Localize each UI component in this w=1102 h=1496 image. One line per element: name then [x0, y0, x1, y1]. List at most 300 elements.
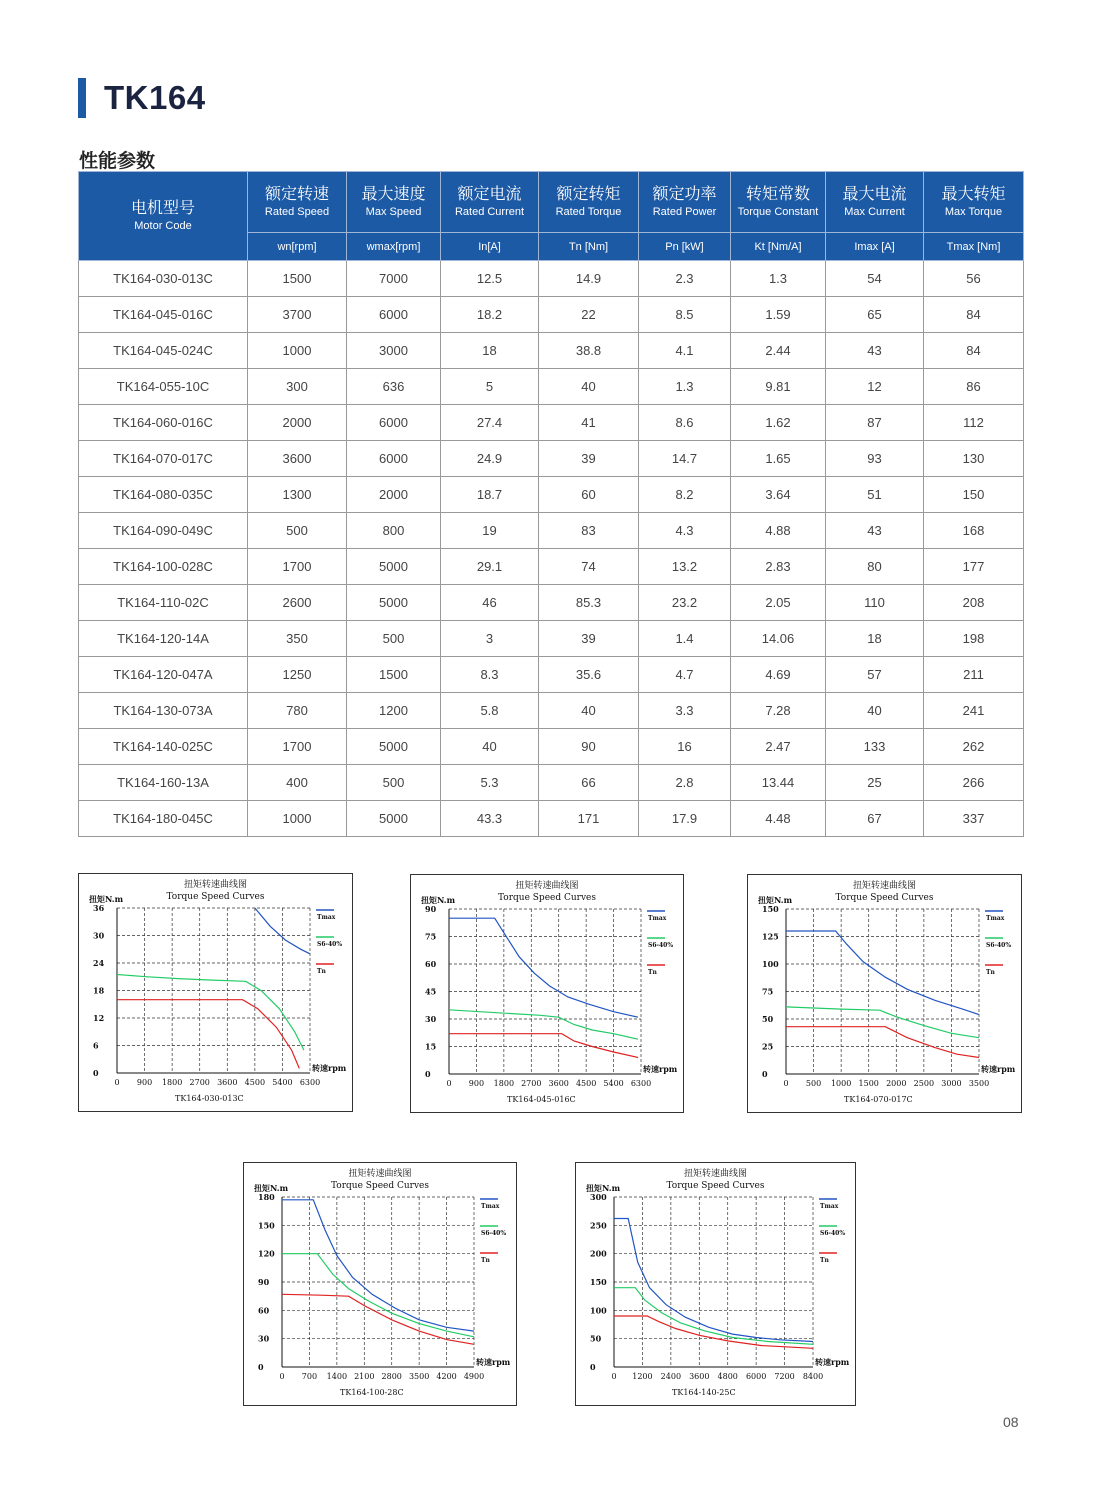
y-tick-label: 45: [425, 986, 437, 997]
y-tick-label: 120: [258, 1248, 275, 1259]
table-row: [79, 513, 1024, 549]
header-rated-torque: 额定转矩 Rated Torque: [539, 172, 639, 233]
motor-code-cell: TK164-055-10C: [79, 369, 248, 405]
x-tick-label: 1200: [632, 1372, 653, 1381]
x-tick-label: 3500: [408, 1372, 430, 1381]
legend-label: Tmax: [317, 914, 336, 921]
x-tick-label: 2800: [381, 1372, 402, 1381]
value-cell: 4.69: [731, 657, 826, 693]
value-cell: 40: [826, 693, 924, 729]
x-tick-label: 900: [468, 1079, 485, 1088]
y-tick-label: 60: [258, 1305, 270, 1316]
chart-caption: TK164-070-017C: [844, 1095, 913, 1104]
value-cell: 5000: [347, 801, 441, 837]
table-row: [79, 549, 1024, 585]
value-cell: 1300: [248, 477, 347, 513]
value-cell: 14.06: [731, 621, 826, 657]
unit-max-torque: Tmax [Nm]: [924, 233, 1024, 261]
header-rated-power: 额定功率 Rated Power: [639, 172, 731, 233]
series-line-s6-40-: [449, 1010, 638, 1039]
series-line-tn: [282, 1294, 474, 1344]
series-line-tmax: [282, 1200, 474, 1331]
value-cell: 39: [539, 621, 639, 657]
value-cell: 25: [826, 765, 924, 801]
chart-caption: TK164-100-28C: [340, 1388, 404, 1397]
value-cell: 7000: [347, 261, 441, 297]
value-cell: 2.44: [731, 333, 826, 369]
x-tick-label: 3500: [968, 1079, 990, 1088]
y-tick-label: 0: [590, 1362, 596, 1372]
y-tick-label: 300: [590, 1192, 607, 1202]
value-cell: 337: [924, 801, 1024, 837]
x-tick-label: 5400: [603, 1079, 624, 1088]
legend-label: Tn: [820, 1257, 829, 1264]
value-cell: 38.8: [539, 333, 639, 369]
value-cell: 300: [248, 369, 347, 405]
x-tick-label: 1000: [830, 1079, 852, 1088]
series-line-s6-40-: [117, 975, 304, 1051]
legend-label: Tmax: [648, 915, 667, 922]
x-tick-label: 1800: [493, 1079, 515, 1088]
chart-svg: [244, 1163, 516, 1405]
motor-code-cell: TK164-100-028C: [79, 549, 248, 585]
value-cell: 18: [441, 333, 539, 369]
y-tick-label: 36: [93, 903, 105, 913]
x-tick-label: 2700: [189, 1078, 210, 1087]
motor-code-cell: TK164-045-016C: [79, 297, 248, 333]
y-tick-label: 50: [590, 1333, 602, 1344]
x-tick-label: 0: [446, 1079, 452, 1088]
motor-code-cell: TK164-030-013C: [79, 261, 248, 297]
x-tick-label: 7200: [774, 1372, 795, 1381]
value-cell: 93: [826, 441, 924, 477]
y-tick-label: 6: [93, 1040, 99, 1051]
header-motor-code: 电机型号 Motor Code: [79, 172, 248, 261]
x-tick-label: 1400: [326, 1372, 348, 1381]
value-cell: 177: [924, 549, 1024, 585]
value-cell: 19: [441, 513, 539, 549]
motor-code-cell: TK164-080-035C: [79, 477, 248, 513]
x-tick-label: 5400: [272, 1078, 293, 1087]
y-tick-label: 25: [762, 1041, 774, 1052]
torque-speed-chart: [747, 874, 1022, 1113]
value-cell: 18.2: [441, 297, 539, 333]
motor-code-cell: TK164-180-045C: [79, 801, 248, 837]
value-cell: 27.4: [441, 405, 539, 441]
header-max-current: 最大电流 Max Current: [826, 172, 924, 233]
value-cell: 46: [441, 585, 539, 621]
value-cell: 18: [826, 621, 924, 657]
table-row: [79, 405, 1024, 441]
table-row: [79, 297, 1024, 333]
value-cell: 1500: [347, 657, 441, 693]
header-max-torque: 最大转矩 Max Torque: [924, 172, 1024, 233]
table-body: [79, 261, 1024, 837]
x-axis-label: 转速rpm: [815, 1357, 850, 1367]
x-tick-label: 3600: [548, 1079, 569, 1088]
value-cell: 1.65: [731, 441, 826, 477]
value-cell: 7.28: [731, 693, 826, 729]
value-cell: 54: [826, 261, 924, 297]
value-cell: 1.59: [731, 297, 826, 333]
value-cell: 84: [924, 297, 1024, 333]
x-tick-label: 6000: [745, 1372, 767, 1381]
y-tick-label: 30: [258, 1333, 270, 1344]
chart-title-zh: 扭矩转速曲线图: [515, 881, 579, 891]
chart-title-zh: 扭矩转速曲线图: [852, 881, 917, 891]
value-cell: 171: [539, 801, 639, 837]
value-cell: 110: [826, 585, 924, 621]
value-cell: 168: [924, 513, 1024, 549]
value-cell: 29.1: [441, 549, 539, 585]
value-cell: 40: [539, 369, 639, 405]
value-cell: 4.1: [639, 333, 731, 369]
x-tick-label: 2400: [660, 1372, 682, 1381]
value-cell: 1000: [248, 801, 347, 837]
value-cell: 5.3: [441, 765, 539, 801]
legend-label: Tn: [317, 968, 326, 975]
value-cell: 18.7: [441, 477, 539, 513]
value-cell: 60: [539, 477, 639, 513]
section-heading: 性能参数: [79, 151, 156, 172]
table-row: [79, 801, 1024, 837]
value-cell: 262: [924, 729, 1024, 765]
value-cell: 500: [347, 621, 441, 657]
chart-title: Torque Speed Curves: [166, 892, 265, 902]
value-cell: 6000: [347, 297, 441, 333]
value-cell: 86: [924, 369, 1024, 405]
motor-code-cell: TK164-130-073A: [79, 693, 248, 729]
value-cell: 16: [639, 729, 731, 765]
x-tick-label: 2100: [354, 1372, 375, 1381]
motor-code-cell: TK164-160-13A: [79, 765, 248, 801]
value-cell: 5.8: [441, 693, 539, 729]
legend-label: S6-40%: [317, 941, 343, 948]
chart-caption: TK164-140-25C: [672, 1388, 736, 1397]
x-axis-label: 转速rpm: [476, 1357, 511, 1367]
value-cell: 133: [826, 729, 924, 765]
value-cell: 14.9: [539, 261, 639, 297]
value-cell: 57: [826, 657, 924, 693]
chart-svg: [79, 874, 352, 1111]
value-cell: 1250: [248, 657, 347, 693]
x-axis-label: 转速rpm: [643, 1064, 678, 1074]
chart-title: Torque Speed Curves: [331, 1181, 429, 1191]
x-tick-label: 1800: [161, 1078, 183, 1087]
motor-code-cell: TK164-120-047A: [79, 657, 248, 693]
table-row: [79, 477, 1024, 513]
y-tick-label: 180: [258, 1192, 275, 1202]
value-cell: 74: [539, 549, 639, 585]
value-cell: 6000: [347, 441, 441, 477]
legend-label: Tn: [481, 1257, 490, 1264]
value-cell: 8.2: [639, 477, 731, 513]
value-cell: 66: [539, 765, 639, 801]
value-cell: 3: [441, 621, 539, 657]
table-row: [79, 369, 1024, 405]
x-tick-label: 6300: [630, 1079, 652, 1088]
value-cell: 43.3: [441, 801, 539, 837]
value-cell: 2000: [248, 405, 347, 441]
motor-code-cell: TK164-090-049C: [79, 513, 248, 549]
value-cell: 43: [826, 333, 924, 369]
value-cell: 51: [826, 477, 924, 513]
torque-speed-chart: [410, 874, 684, 1113]
value-cell: 800: [347, 513, 441, 549]
value-cell: 150: [924, 477, 1024, 513]
value-cell: 1500: [248, 261, 347, 297]
value-cell: 780: [248, 693, 347, 729]
value-cell: 40: [441, 729, 539, 765]
y-tick-label: 100: [590, 1305, 607, 1316]
y-tick-label: 75: [762, 986, 774, 997]
y-axis-label: 扭矩N.m: [586, 1183, 621, 1193]
unit-max-current: Imax [A]: [826, 233, 924, 261]
y-tick-label: 250: [590, 1220, 607, 1231]
value-cell: 1.3: [639, 369, 731, 405]
motor-code-cell: TK164-110-02C: [79, 585, 248, 621]
y-axis-label: 扭矩N.m: [89, 894, 124, 904]
x-tick-label: 4800: [717, 1372, 738, 1381]
value-cell: 636: [347, 369, 441, 405]
table-row: [79, 657, 1024, 693]
legend-label: Tmax: [481, 1203, 500, 1210]
x-tick-label: 0: [783, 1079, 789, 1088]
value-cell: 84: [924, 333, 1024, 369]
torque-speed-chart: [575, 1162, 856, 1406]
motor-code-cell: TK164-060-016C: [79, 405, 248, 441]
chart-title: Torque Speed Curves: [498, 893, 596, 903]
value-cell: 3700: [248, 297, 347, 333]
value-cell: 1.62: [731, 405, 826, 441]
x-tick-label: 2000: [886, 1079, 907, 1088]
value-cell: 83: [539, 513, 639, 549]
value-cell: 17.9: [639, 801, 731, 837]
value-cell: 80: [826, 549, 924, 585]
motor-code-cell: TK164-140-025C: [79, 729, 248, 765]
motor-code-cell: TK164-070-017C: [79, 441, 248, 477]
value-cell: 9.81: [731, 369, 826, 405]
table-row: [79, 261, 1024, 297]
table-row: [79, 333, 1024, 369]
y-tick-label: 24: [93, 958, 105, 968]
value-cell: 12.5: [441, 261, 539, 297]
value-cell: 1700: [248, 549, 347, 585]
x-tick-label: 2700: [521, 1079, 542, 1088]
value-cell: 1200: [347, 693, 441, 729]
value-cell: 500: [347, 765, 441, 801]
y-tick-label: 12: [93, 1013, 105, 1023]
value-cell: 1.3: [731, 261, 826, 297]
x-axis-label: 转速rpm: [312, 1063, 347, 1073]
x-tick-label: 4900: [463, 1372, 485, 1381]
value-cell: 5000: [347, 729, 441, 765]
value-cell: 211: [924, 657, 1024, 693]
value-cell: 13.44: [731, 765, 826, 801]
legend-label: Tn: [648, 969, 657, 976]
unit-torque-constant: Kt [Nm/A]: [731, 233, 826, 261]
legend-label: S6-40%: [820, 1230, 846, 1237]
value-cell: 8.5: [639, 297, 731, 333]
x-tick-label: 4500: [244, 1078, 266, 1087]
value-cell: 2.83: [731, 549, 826, 585]
value-cell: 43: [826, 513, 924, 549]
x-tick-label: 1500: [858, 1079, 879, 1088]
chart-title-zh: 扭矩转速曲线图: [683, 1169, 748, 1179]
header-rated-speed: 额定转速 Rated Speed: [248, 172, 347, 233]
page-title: TK164: [104, 79, 206, 116]
unit-rated-torque: Tn [Nm]: [539, 233, 639, 261]
value-cell: 41: [539, 405, 639, 441]
series-line-tn: [614, 1316, 813, 1348]
value-cell: 3.64: [731, 477, 826, 513]
y-tick-label: 50: [762, 1014, 774, 1024]
spec-table: [78, 171, 1024, 837]
unit-rated-power: Pn [kW]: [639, 233, 731, 261]
title-accent-bar: [78, 78, 86, 118]
value-cell: 6000: [347, 405, 441, 441]
legend-label: Tn: [986, 969, 995, 976]
value-cell: 23.2: [639, 585, 731, 621]
value-cell: 85.3: [539, 585, 639, 621]
value-cell: 2.3: [639, 261, 731, 297]
chart-title: Torque Speed Curves: [666, 1181, 765, 1191]
x-tick-label: 900: [136, 1078, 153, 1087]
value-cell: 1700: [248, 729, 347, 765]
chart-title-zh: 扭矩转速曲线图: [183, 880, 248, 890]
y-tick-label: 30: [425, 1014, 437, 1024]
table-row: [79, 693, 1024, 729]
value-cell: 8.3: [441, 657, 539, 693]
series-line-tn: [449, 1034, 638, 1058]
motor-code-cell: TK164-045-024C: [79, 333, 248, 369]
value-cell: 67: [826, 801, 924, 837]
y-tick-label: 150: [590, 1277, 607, 1287]
y-tick-label: 75: [425, 931, 437, 942]
y-axis-label: 扭矩N.m: [758, 895, 793, 905]
value-cell: 266: [924, 765, 1024, 801]
series-line-tn: [786, 1027, 979, 1058]
header-torque-constant: 转矩常数 Torque Constant: [731, 172, 826, 233]
unit-max-speed: wmax[rpm]: [347, 233, 441, 261]
series-line-tmax: [449, 918, 638, 1017]
x-axis-label: 转速rpm: [981, 1064, 1016, 1074]
x-tick-label: 3600: [689, 1372, 710, 1381]
y-tick-label: 90: [258, 1277, 270, 1287]
value-cell: 2.47: [731, 729, 826, 765]
y-tick-label: 15: [425, 1041, 437, 1052]
value-cell: 400: [248, 765, 347, 801]
y-tick-label: 125: [762, 931, 779, 942]
value-cell: 2000: [347, 477, 441, 513]
table-row: [79, 765, 1024, 801]
series-line-tmax: [786, 931, 979, 1015]
unit-rated-current: In[A]: [441, 233, 539, 261]
x-tick-label: 0: [611, 1372, 617, 1381]
table-row: [79, 441, 1024, 477]
torque-speed-chart: [243, 1162, 517, 1406]
y-tick-label: 200: [590, 1248, 607, 1259]
value-cell: 5000: [347, 585, 441, 621]
value-cell: 3600: [248, 441, 347, 477]
value-cell: 87: [826, 405, 924, 441]
y-tick-label: 90: [425, 904, 437, 914]
x-tick-label: 500: [805, 1079, 822, 1088]
y-tick-label: 0: [762, 1069, 768, 1079]
series-line-tmax: [614, 1219, 813, 1342]
y-axis-label: 扭矩N.m: [254, 1183, 289, 1193]
chart-caption: TK164-030-013C: [175, 1094, 244, 1103]
legend-label: Tmax: [986, 915, 1005, 922]
value-cell: 65: [826, 297, 924, 333]
value-cell: 22: [539, 297, 639, 333]
value-cell: 2.05: [731, 585, 826, 621]
value-cell: 12: [826, 369, 924, 405]
x-tick-label: 3000: [941, 1079, 962, 1088]
y-tick-label: 150: [762, 904, 779, 914]
value-cell: 130: [924, 441, 1024, 477]
value-cell: 4.3: [639, 513, 731, 549]
value-cell: 13.2: [639, 549, 731, 585]
y-tick-label: 100: [762, 959, 779, 969]
legend-label: S6-40%: [481, 1230, 507, 1237]
value-cell: 40: [539, 693, 639, 729]
table-row: [79, 621, 1024, 657]
y-tick-label: 60: [425, 959, 437, 969]
value-cell: 14.7: [639, 441, 731, 477]
x-tick-label: 0: [279, 1372, 285, 1381]
y-axis-label: 扭矩N.m: [421, 895, 456, 905]
value-cell: 2600: [248, 585, 347, 621]
chart-svg: [748, 875, 1021, 1112]
x-tick-label: 700: [301, 1372, 318, 1381]
x-tick-label: 8400: [802, 1372, 824, 1381]
value-cell: 24.9: [441, 441, 539, 477]
value-cell: 3000: [347, 333, 441, 369]
y-tick-label: 0: [93, 1068, 99, 1078]
value-cell: 500: [248, 513, 347, 549]
chart-svg: [411, 875, 683, 1112]
torque-speed-chart: [78, 873, 353, 1112]
value-cell: 5: [441, 369, 539, 405]
chart-title: Torque Speed Curves: [835, 893, 934, 903]
table-row: [79, 729, 1024, 765]
y-tick-label: 30: [93, 930, 105, 941]
value-cell: 8.6: [639, 405, 731, 441]
value-cell: 4.7: [639, 657, 731, 693]
unit-rated-speed: wn[rpm]: [248, 233, 347, 261]
chart-caption: TK164-045-016C: [507, 1095, 576, 1104]
x-tick-label: 4500: [575, 1079, 597, 1088]
value-cell: 4.88: [731, 513, 826, 549]
header-max-speed: 最大速度 Max Speed: [347, 172, 441, 233]
value-cell: 350: [248, 621, 347, 657]
x-tick-label: 3600: [217, 1078, 238, 1087]
value-cell: 5000: [347, 549, 441, 585]
x-tick-label: 6300: [299, 1078, 321, 1087]
value-cell: 208: [924, 585, 1024, 621]
value-cell: 112: [924, 405, 1024, 441]
value-cell: 90: [539, 729, 639, 765]
value-cell: 1.4: [639, 621, 731, 657]
value-cell: 1000: [248, 333, 347, 369]
y-tick-label: 0: [425, 1069, 431, 1079]
chart-title-zh: 扭矩转速曲线图: [348, 1169, 412, 1179]
value-cell: 241: [924, 693, 1024, 729]
y-tick-label: 18: [93, 985, 105, 996]
motor-code-cell: TK164-120-14A: [79, 621, 248, 657]
value-cell: 198: [924, 621, 1024, 657]
